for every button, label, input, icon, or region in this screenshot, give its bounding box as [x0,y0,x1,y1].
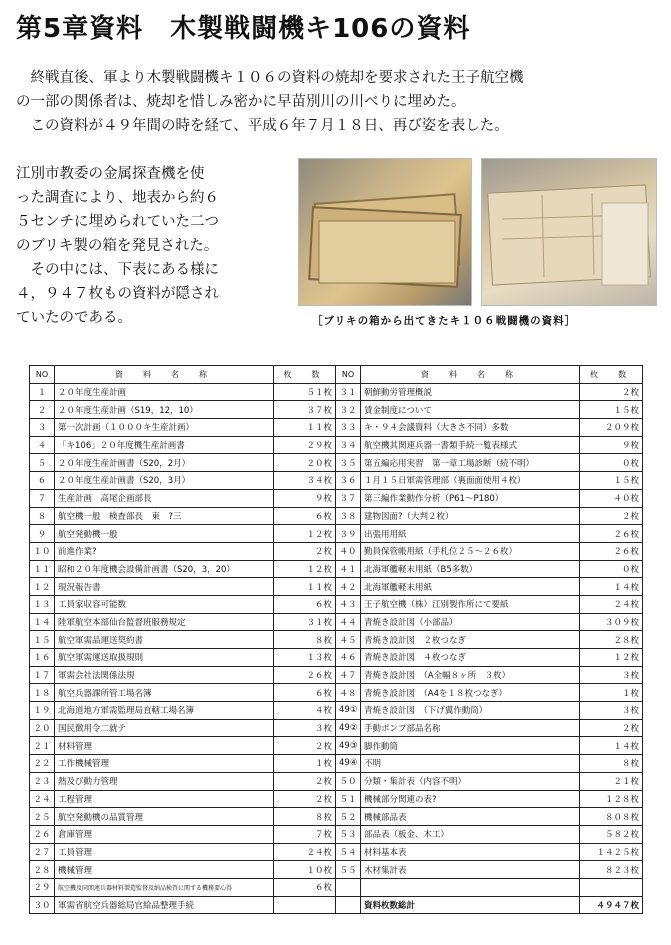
cell-count: ０枚 [580,454,643,472]
cell-count: ７枚 [274,825,336,843]
side-line: 江別市教委の金属探査機を使 [16,166,205,182]
cell-no: １１ [30,560,55,578]
table-row [30,542,643,560]
cell-count: ２枚 [580,507,643,525]
cell-no: ２０ [30,719,55,737]
header-name: 資 料 名 称 [55,366,274,384]
cell-name: 生産計画 高尾企画部長 [55,489,274,507]
cell-count: ２枚 [274,790,336,808]
cell-count: ６枚 [274,595,336,613]
cell-count: ２０９枚 [580,419,643,437]
cell-no: ４２ [336,578,361,596]
cell-no: １ [30,383,55,401]
cell-name: 機械部品表 [361,808,580,826]
cell-count: ３枚 [274,719,336,737]
cell-no: ５ [30,454,55,472]
cell-count: ２枚 [580,383,643,401]
cell-name: キ・９４会議資料（大きさ不同）多数 [361,419,580,437]
cell-name: 北海軍艦軽末用紙（B5多数） [361,560,580,578]
cell-no: ５２ [336,808,361,826]
document-bundle-illustration [299,159,471,305]
cell-count: ２８枚 [580,631,643,649]
header-count: 枚 数 [274,366,336,384]
cell-name: 北海道地方軍需監理局直轄工場名簿 [55,702,274,720]
cell-no: 49④ [336,755,361,773]
cell-no: １５ [30,631,55,649]
cell-no: 49③ [336,737,361,755]
cell-no: ２５ [30,808,55,826]
cell-count: ９枚 [274,489,336,507]
cell-name: 航空発動機一般 [55,525,274,543]
cell-no: ４５ [336,631,361,649]
cell-no: １８ [30,684,55,702]
table-row [30,790,643,808]
cell-name: 昭和２０年度機会設備計画書（S20，3，20） [55,560,274,578]
cell-no: ４８ [336,684,361,702]
table-row [30,595,643,613]
table-row [30,825,643,843]
cell-name: 航空機一般 検査部長 東 ?三 [55,507,274,525]
cell-no: ３９ [336,525,361,543]
table-row [30,401,643,419]
cell-count: ２枚 [274,772,336,790]
cell-no: １０ [30,542,55,560]
cell-no: ２３ [30,772,55,790]
table-row [30,861,643,879]
header-no: NO [30,366,55,384]
table-row [30,772,643,790]
cell-no: ３４ [336,436,361,454]
table-row [30,755,643,773]
cell-count: ９枚 [580,436,643,454]
cell-name: 現況報告書 [55,578,274,596]
cell-no: ８ [30,507,55,525]
table-row [30,525,643,543]
cell-no: １２ [30,578,55,596]
cell-count: ４９４７枚 [580,896,643,914]
cell-name: 工員家収容可能数 [55,595,274,613]
cell-count: ５１枚 [274,383,336,401]
table-row [30,684,643,702]
table-header-row [30,366,643,384]
cell-no: ７ [30,489,55,507]
cell-name: 勤員保管帳用紙（手札位２５～２６枚） [361,542,580,560]
cell-no: ４０ [336,542,361,560]
cell-name: 部品表（板金、木工） [361,825,580,843]
cell-no: ９ [30,525,55,543]
cell-count: ２６枚 [580,542,643,560]
cell-no: ４６ [336,649,361,667]
cell-no: ５５ [336,861,361,879]
cell-no: ２８ [30,861,55,879]
cell-no: ２４ [30,790,55,808]
cell-name: 国民徴用令二就テ [55,719,274,737]
cell-count: １４枚 [580,578,643,596]
cell-no: ５１ [336,790,361,808]
cell-no: ４ [30,436,55,454]
cell-name: 前進作業? [55,542,274,560]
table-row [30,436,643,454]
header-no: NO [336,366,361,384]
cell-count: ２０枚 [274,454,336,472]
table-row [30,489,643,507]
cell-no: ５０ [336,772,361,790]
cell-count: １５枚 [580,401,643,419]
cell-name: 工程管理 [55,790,274,808]
cell-count: ３枚 [580,702,643,720]
cell-count: ６枚 [274,684,336,702]
cell-no: ３７ [336,489,361,507]
cell-no: ４４ [336,613,361,631]
cell-count [274,896,336,914]
cell-no: １９ [30,702,55,720]
cell-name: 青焼き設計図 （下げ翼作動筒） [361,702,580,720]
cell-name: 航空発動機の品質管理 [55,808,274,826]
cell-name: ２０年度生産計画 [55,383,274,401]
table-row [30,649,643,667]
cell-no: ２ [30,401,55,419]
cell-name: 資料枚数総計 [361,896,580,914]
document-list-table [29,365,643,914]
cell-count: ２９枚 [274,436,336,454]
cell-name: 賃金制度について [361,401,580,419]
header-count: 枚 数 [580,366,643,384]
cell-no: ２１ [30,737,55,755]
table-row [30,808,643,826]
cell-count: ２６枚 [274,666,336,684]
side-paragraph [16,162,288,330]
document-bundle-photo [298,158,472,306]
cell-count: ４枚 [274,702,336,720]
side-line: ていたのである。 [16,310,132,326]
side-line: ４，９４７枚もの資料が隠され [16,286,219,302]
cell-no: ６ [30,472,55,490]
table-row [30,560,643,578]
cell-name: 航空機及同関連兵器材料製造監督及納品検査に関する機務要心得 [55,878,274,896]
cell-count: ２枚 [274,542,336,560]
table-row [30,383,643,401]
side-line: のブリキ製の箱を発見された。 [16,238,219,254]
cell-name: 熱及び動力管理 [55,772,274,790]
side-line: った調査により、地表から約６ [16,190,219,206]
cell-no: ２２ [30,755,55,773]
cell-count: ３７枚 [274,401,336,419]
cell-count: ２４枚 [274,843,336,861]
cell-count: ６枚 [274,878,336,896]
cell-no: ３６ [336,472,361,490]
cell-name: 航空軍需運送取扱規則 [55,649,274,667]
cell-count: ３１枚 [274,613,336,631]
cell-no: ２６ [30,825,55,843]
cell-count: ６枚 [274,507,336,525]
cell-count: ８枚 [274,631,336,649]
cell-name: ２０年度生産計画書（S20，3月） [55,472,274,490]
cell-name [361,878,580,896]
cell-name: 陸軍航空本部仙台監督班服務規定 [55,613,274,631]
cell-name: 青焼き設計図 （A4を１８枚つなぎ） [361,684,580,702]
cell-count: ３０９枚 [580,613,643,631]
cell-name: 第三編作業動作分析（P61～P180） [361,489,580,507]
cell-name: 手動ポンプ部品名称 [361,719,580,737]
cell-no: ３０ [30,896,55,914]
cell-name: 航空軍需品運送契約書 [55,631,274,649]
cell-count: ２４枚 [580,595,643,613]
page-title: 第5章資料 木製戦闘機キ106の資料 [16,14,471,44]
cell-count: １２枚 [580,649,643,667]
cell-name: 分類・集計表（内容不明） [361,772,580,790]
table-row [30,737,643,755]
cell-name: 「キ106」２０年度機生産計画書 [55,436,274,454]
intro-paragraph [16,66,656,138]
cell-count [580,878,643,896]
table-row [30,702,643,720]
cell-no: １３ [30,595,55,613]
photo-caption: ［ブリキの箱から出てきたキ１０６戦闘機の資料］ [312,315,577,327]
cell-count: １１枚 [274,578,336,596]
cell-count: ４０枚 [580,489,643,507]
cell-no: ５４ [336,843,361,861]
table-row [30,878,643,896]
cell-name: 朝鮮動労管理概説 [361,383,580,401]
cell-count: ８０８枚 [580,808,643,826]
cell-name: 脚作動筒 [361,737,580,755]
cell-name: 不明 [361,755,580,773]
cell-name: 建物図面?（大判２枚） [361,507,580,525]
cell-count: ２６枚 [580,525,643,543]
cell-no: ２７ [30,843,55,861]
cell-name: 青焼き設計図 ４枚つなぎ [361,649,580,667]
blueprint-sheets-photo [481,158,657,306]
cell-count: ３枚 [580,666,643,684]
side-line: その中には、下表にある様に [16,262,219,278]
cell-name: ２０年度生産計画書（S20，2月） [55,454,274,472]
cell-count: １５枚 [580,472,643,490]
cell-no: ４３ [336,595,361,613]
cell-count: １３枚 [274,649,336,667]
cell-name: 航空兵器課所管工場名簿 [55,684,274,702]
intro-line: 終戦直後、軍より木製戦闘機キ１０６の資料の焼却を要求された王子航空機 [16,70,524,86]
table-row [30,454,643,472]
cell-count: ８枚 [580,755,643,773]
cell-count: １２枚 [274,560,336,578]
cell-no: ３３ [336,419,361,437]
cell-count: ２１枚 [580,772,643,790]
cell-count: １枚 [274,755,336,773]
table-row [30,578,643,596]
cell-name: 北海軍艦軽末用紙 [361,578,580,596]
cell-no: ３１ [336,383,361,401]
cell-count: １２枚 [274,525,336,543]
cell-no: ３５ [336,454,361,472]
cell-name: 工員管理 [55,843,274,861]
cell-name: ２０年度生産計画（S19，12，10） [55,401,274,419]
table-row [30,896,643,914]
cell-count: ０枚 [580,560,643,578]
cell-no: １６ [30,649,55,667]
cell-count: １４枚 [580,737,643,755]
cell-no: ２９ [30,878,55,896]
cell-name: 軍需会社法関係法規 [55,666,274,684]
cell-no: ３２ [336,401,361,419]
cell-name: 出張用用紙 [361,525,580,543]
cell-no: ３ [30,419,55,437]
cell-count: ３４枚 [274,472,336,490]
cell-name: 材料管理 [55,737,274,755]
cell-name: 材料基本表 [361,843,580,861]
cell-count: ８枚 [274,808,336,826]
cell-no: 49① [336,702,361,720]
side-line: ５センチに埋められていた二つ [16,214,219,230]
cell-no: １７ [30,666,55,684]
table-row [30,631,643,649]
header-name: 資 料 名 称 [361,366,580,384]
table-row [30,843,643,861]
cell-name: 第一次計画（１０００キ生産計画） [55,419,274,437]
cell-name: 王子航空機（株）江別製作所にて要紙 [361,595,580,613]
cell-count: １１枚 [274,419,336,437]
cell-count: １０枚 [274,861,336,879]
cell-name: 青焼き設計図 （A全幅８ヶ所 ３枚） [361,666,580,684]
cell-no [336,896,361,914]
cell-no: ４７ [336,666,361,684]
blueprint-sheets-illustration [482,159,656,305]
cell-name: 機械管理 [55,861,274,879]
cell-name: 青焼き設計図（小部品） [361,613,580,631]
table-row [30,419,643,437]
cell-count: ２枚 [274,737,336,755]
cell-count: ２枚 [580,719,643,737]
cell-name: 青焼き設計図 ２枚つなぎ [361,631,580,649]
table-row [30,666,643,684]
intro-line: の一部の関係者は、焼却を惜しみ密かに早苗別川の川べりに埋めた。 [16,94,466,110]
table-row [30,613,643,631]
cell-name: 工作機械管理 [55,755,274,773]
table-row [30,719,643,737]
cell-no: １４ [30,613,55,631]
cell-name: 航空機其関連兵器一書類手続一覧表様式 [361,436,580,454]
intro-line: この資料が４９年間の時を経て、平成６年７月１８日、再び姿を表した。 [16,118,509,134]
cell-name: 倉庫管理 [55,825,274,843]
cell-name: 第五編応用実習 第一章工場診断（続不明） [361,454,580,472]
cell-name: 木材集計表 [361,861,580,879]
cell-no: ５３ [336,825,361,843]
table-row [30,472,643,490]
cell-no [336,878,361,896]
cell-name: 機械部分関連の表? [361,790,580,808]
cell-count: １枚 [580,684,643,702]
cell-no: 49② [336,719,361,737]
cell-no: ４１ [336,560,361,578]
cell-count: ５８２枚 [580,825,643,843]
cell-count: ８２３枚 [580,861,643,879]
cell-no: ３８ [336,507,361,525]
table-row [30,507,643,525]
cell-count: １２８枚 [580,790,643,808]
cell-name: 軍需省航空兵器総局官給品整理手続 [55,896,274,914]
cell-count: １４２５枚 [580,843,643,861]
cell-name: １月１５日軍需管理部（裏面面使用４枚） [361,472,580,490]
